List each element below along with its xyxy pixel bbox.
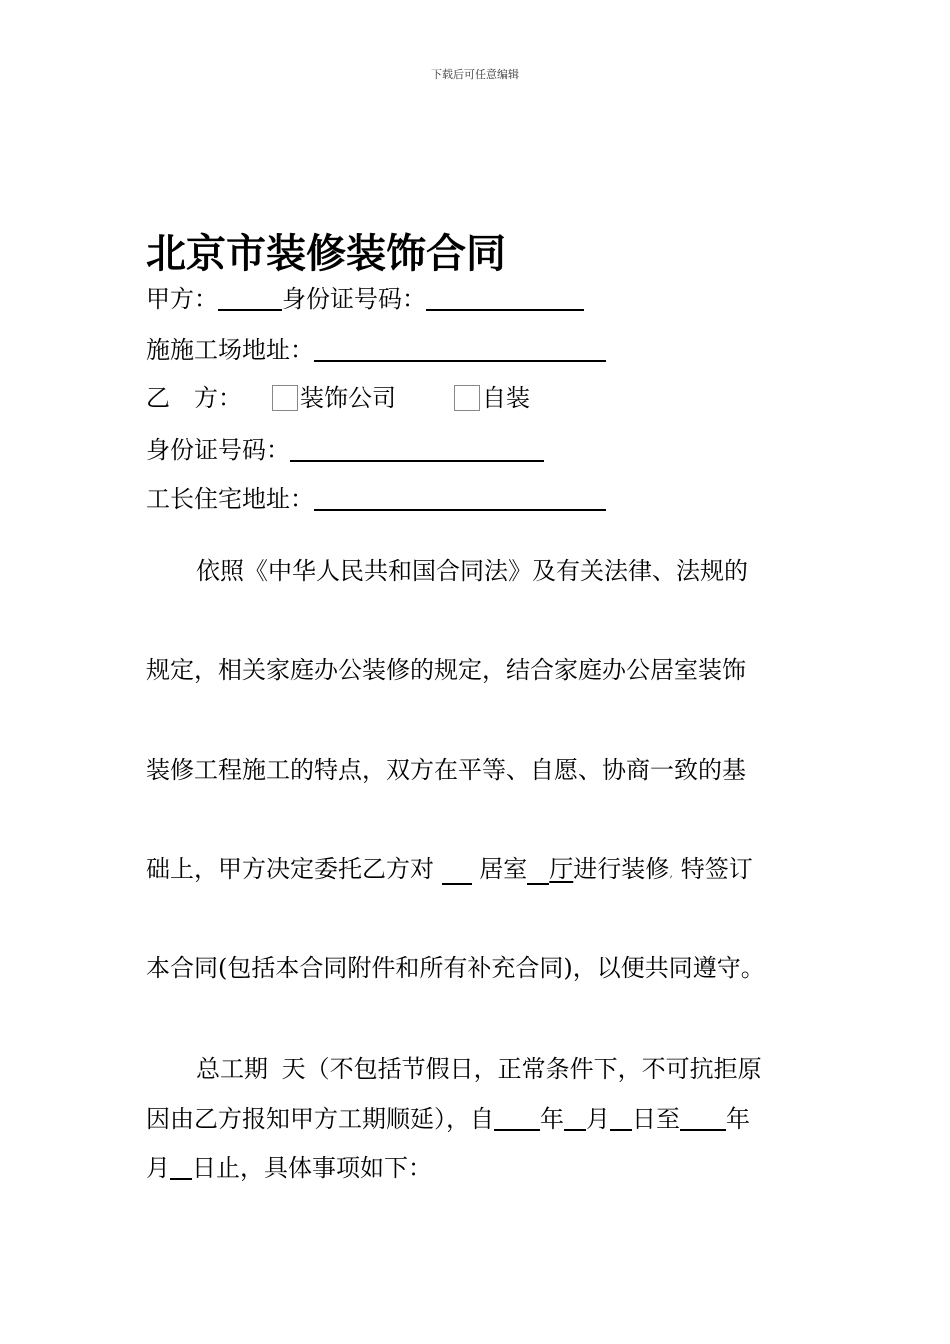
para1-line4-d: 进行装修 bbox=[573, 855, 670, 883]
decoration-company-label: 装饰公司 bbox=[300, 384, 396, 412]
para2-line1-a: 总工期 bbox=[196, 1055, 268, 1083]
document-title: 北京市装修装饰合同 bbox=[146, 231, 506, 277]
party-a-name-field[interactable] bbox=[218, 283, 282, 311]
hall-count-field[interactable] bbox=[527, 857, 549, 885]
para1-line3: 装修工程施工的特点，双方在平等、自愿、协商一致的基 bbox=[146, 756, 746, 784]
para1-line4-e: , bbox=[669, 866, 674, 880]
para2-line3 bbox=[146, 1152, 432, 1183]
residence-label: 工长住宅地址： bbox=[146, 485, 314, 513]
para2-line3-b: 日止，具体事项如下： bbox=[192, 1154, 432, 1182]
party-a-id-field[interactable] bbox=[426, 283, 584, 311]
para1-line4-b: 居室 bbox=[479, 855, 528, 883]
site-address-row bbox=[146, 334, 606, 365]
header-note: 下载后可任意编辑 bbox=[431, 68, 519, 81]
para2-line2-e: 年 bbox=[726, 1105, 750, 1133]
residence-row bbox=[146, 483, 606, 514]
id-number-row bbox=[146, 434, 544, 465]
party-b-label: 乙 方： bbox=[146, 384, 242, 412]
start-year-field[interactable] bbox=[494, 1103, 540, 1131]
para1-line5: 本合同(包括本合同附件和所有补充合同)，以便共同遵守。 bbox=[146, 954, 765, 982]
para1-line4-a: 础上，甲方决定委托乙方对 bbox=[146, 855, 434, 883]
para2-line3-a: 月 bbox=[146, 1154, 170, 1182]
para1-line4-c: 厅 bbox=[549, 855, 574, 883]
site-address-label: 施施工场地址： bbox=[146, 336, 314, 364]
end-year-field[interactable] bbox=[680, 1103, 726, 1131]
end-day-field[interactable] bbox=[170, 1152, 192, 1180]
id-number-label: 身份证号码： bbox=[146, 436, 290, 464]
start-day-field[interactable] bbox=[610, 1103, 632, 1131]
party-a-label: 甲方： bbox=[146, 285, 218, 313]
room-count-field[interactable] bbox=[442, 857, 472, 885]
para2-line2 bbox=[146, 1103, 750, 1134]
self-decoration-checkbox[interactable] bbox=[454, 385, 480, 411]
self-decoration-label: 自装 bbox=[482, 384, 530, 412]
para2-line2-c: 月 bbox=[586, 1105, 610, 1133]
decoration-company-checkbox[interactable] bbox=[272, 385, 298, 411]
party-b-row bbox=[146, 383, 530, 413]
residence-field[interactable] bbox=[314, 483, 606, 511]
para2-line1-b: 天（不包括节假日，正常条件下，不可抗拒原 bbox=[281, 1055, 762, 1083]
para2-line2-a: 因由乙方报知甲方工期顺延），自 bbox=[146, 1105, 494, 1133]
para1-line4 bbox=[146, 854, 753, 888]
para1-line2: 规定，相关家庭办公装修的规定，结合家庭办公居室装饰 bbox=[146, 656, 746, 684]
id-number-field[interactable] bbox=[290, 434, 544, 462]
party-a-id-label: 身份证号码： bbox=[282, 285, 426, 313]
start-month-field[interactable] bbox=[564, 1103, 586, 1131]
para2-line1 bbox=[196, 1054, 762, 1084]
site-address-field[interactable] bbox=[314, 334, 606, 362]
para2-line2-b: 年 bbox=[540, 1105, 564, 1133]
para1-line4-f: 特签订 bbox=[680, 855, 753, 883]
para1-line1: 依照《中华人民共和国合同法》及有关法律、法规的 bbox=[196, 557, 748, 585]
party-a-row bbox=[146, 283, 584, 314]
para2-line2-d: 日至 bbox=[632, 1105, 680, 1133]
